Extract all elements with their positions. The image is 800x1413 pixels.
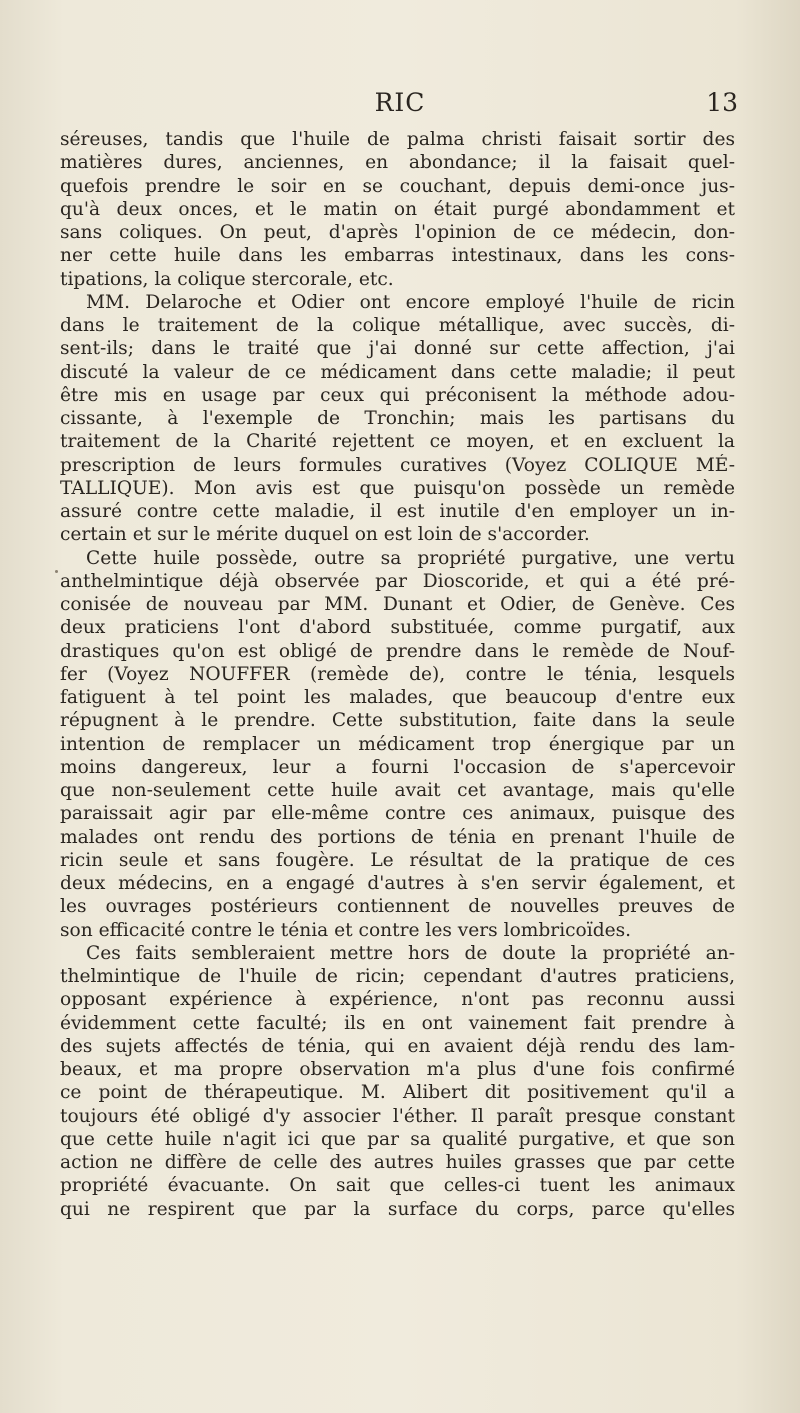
running-head: RIC xyxy=(374,88,426,117)
text-line: des sujets affectés de ténia, qui en avaient déjà rendu des lam- xyxy=(60,1035,735,1057)
text-line: opposant expérience à expérience, n'ont pas reconnu aussi xyxy=(60,989,735,1011)
text-line: drastiques qu'on est obligé de prendre dans le remède de Nouf- xyxy=(60,640,735,662)
text-line: beaux, et ma propre observation m'a plus d'une fois confirmé xyxy=(60,1059,735,1080)
text-line: certain et sur le mérite duquel on est loin de s'accorder. xyxy=(60,524,590,546)
text-line: que non-seulement cette huile avait cet avantage, mais qu'elle xyxy=(60,780,735,801)
text-line: tipations, la colique stercorale, etc. xyxy=(60,268,394,290)
text-line: que cette huile n'agit ici que par sa qualité purgative, et que son xyxy=(60,1128,735,1150)
text-line: évidemment cette faculté; ils en ont vainement fait prendre à xyxy=(60,1012,735,1034)
text-line: séreuses, tandis que l'huile de palma christi faisait sortir des xyxy=(60,129,735,150)
text-line: fatiguent à tel point les malades, que beaucoup d'entre eux xyxy=(60,687,735,708)
text-line: traitement de la Charité rejettent ce moyen, et en excluent la xyxy=(60,431,735,453)
text-line: ce point de thérapeutique. M. Alibert dit positivement qu'il a xyxy=(60,1082,735,1104)
paragraph-start-line: MM. Delaroche et Odier ont encore employé l'huile de ricin xyxy=(86,291,735,313)
text-line: thelmintique de l'huile de ricin; cependant d'autres praticiens, xyxy=(60,966,735,987)
text-line: quefois prendre le soir en se couchant, depuis demi-once jus- xyxy=(60,175,735,197)
paragraph-start-line: Ces faits sembleraient mettre hors de doute la propriété an- xyxy=(86,942,735,964)
page-number: 13 xyxy=(706,88,738,117)
text-line: action ne diffère de celle des autres huiles grasses que par cette xyxy=(60,1152,735,1173)
paragraph-start-line: Cette huile possède, outre sa propriété purgative, une vertu xyxy=(86,547,735,569)
text-line: son efficacité contre le ténia et contre les vers lombricoïdes. xyxy=(60,919,632,941)
text-line: anthelmintique déjà observée par Dioscoride, et qui a été pré- xyxy=(60,570,735,592)
text-line: conisée de nouveau par MM. Dunant et Odier, de Genève. Ces xyxy=(60,594,735,615)
text-line: toujours été obligé d'y associer l'éther. Il paraît presque constant xyxy=(60,1105,735,1127)
text-line: prescription de leurs formules curatives (Voyez COLIQUE MÉ- xyxy=(60,454,735,476)
text-line: être mis en usage par ceux qui préconisent la méthode adou- xyxy=(60,384,735,406)
text-line: intention de remplacer un médicament trop énergique par un xyxy=(60,733,735,755)
text-line: deux praticiens l'ont d'abord substituée, comme purgatif, aux xyxy=(60,617,735,639)
text-line: dans le traitement de la colique métallique, avec succès, di- xyxy=(60,315,735,336)
text-line: qu'à deux onces, et le matin on était purgé abondamment et xyxy=(60,198,735,220)
text-line: discuté la valeur de ce médicament dans cette maladie; il peut xyxy=(60,361,735,383)
text-line: les ouvrages postérieurs contiennent de nouvelles preuves de xyxy=(60,896,735,918)
body-text xyxy=(60,128,735,1221)
text-line: ricin seule et sans fougère. Le résultat de la pratique de ces xyxy=(60,849,735,871)
text-line: assuré contre cette maladie, il est inutile d'en employer un in- xyxy=(60,501,735,522)
text-line: ner cette huile dans les embarras intestinaux, dans les cons- xyxy=(60,245,735,267)
text-line: répugnent à le prendre. Cette substitution, faite dans la seule xyxy=(60,710,735,732)
paper-speck xyxy=(55,570,58,573)
text-line: matières dures, anciennes, en abondance; il la faisait quel- xyxy=(60,152,735,174)
text-line: paraissait agir par elle-même contre ces animaux, puisque des xyxy=(60,803,735,825)
text-line: qui ne respirent que par la surface du corps, parce qu'elles xyxy=(60,1198,735,1220)
page-header xyxy=(62,88,738,128)
text-line: sent-ils; dans le traité que j'ai donné sur cette affection, j'ai xyxy=(60,338,735,360)
text-line: fer (Voyez NOUFFER (remède de), contre le ténia, lesquels xyxy=(60,663,735,685)
text-line: moins dangereux, leur a fourni l'occasion de s'apercevoir xyxy=(60,756,735,778)
text-line: deux médecins, en a engagé d'autres à s'en servir également, et xyxy=(60,873,735,894)
text-line: TALLIQUE). Mon avis est que puisqu'on possède un remède xyxy=(60,477,735,499)
text-line: propriété évacuante. On sait que celles-ci tuent les animaux xyxy=(60,1175,735,1197)
text-line: cissante, à l'exemple de Tronchin; mais les partisans du xyxy=(60,408,735,429)
text-line: sans coliques. On peut, d'après l'opinion de ce médecin, don- xyxy=(60,222,735,243)
text-line: malades ont rendu des portions de ténia en prenant l'huile de xyxy=(60,826,735,848)
